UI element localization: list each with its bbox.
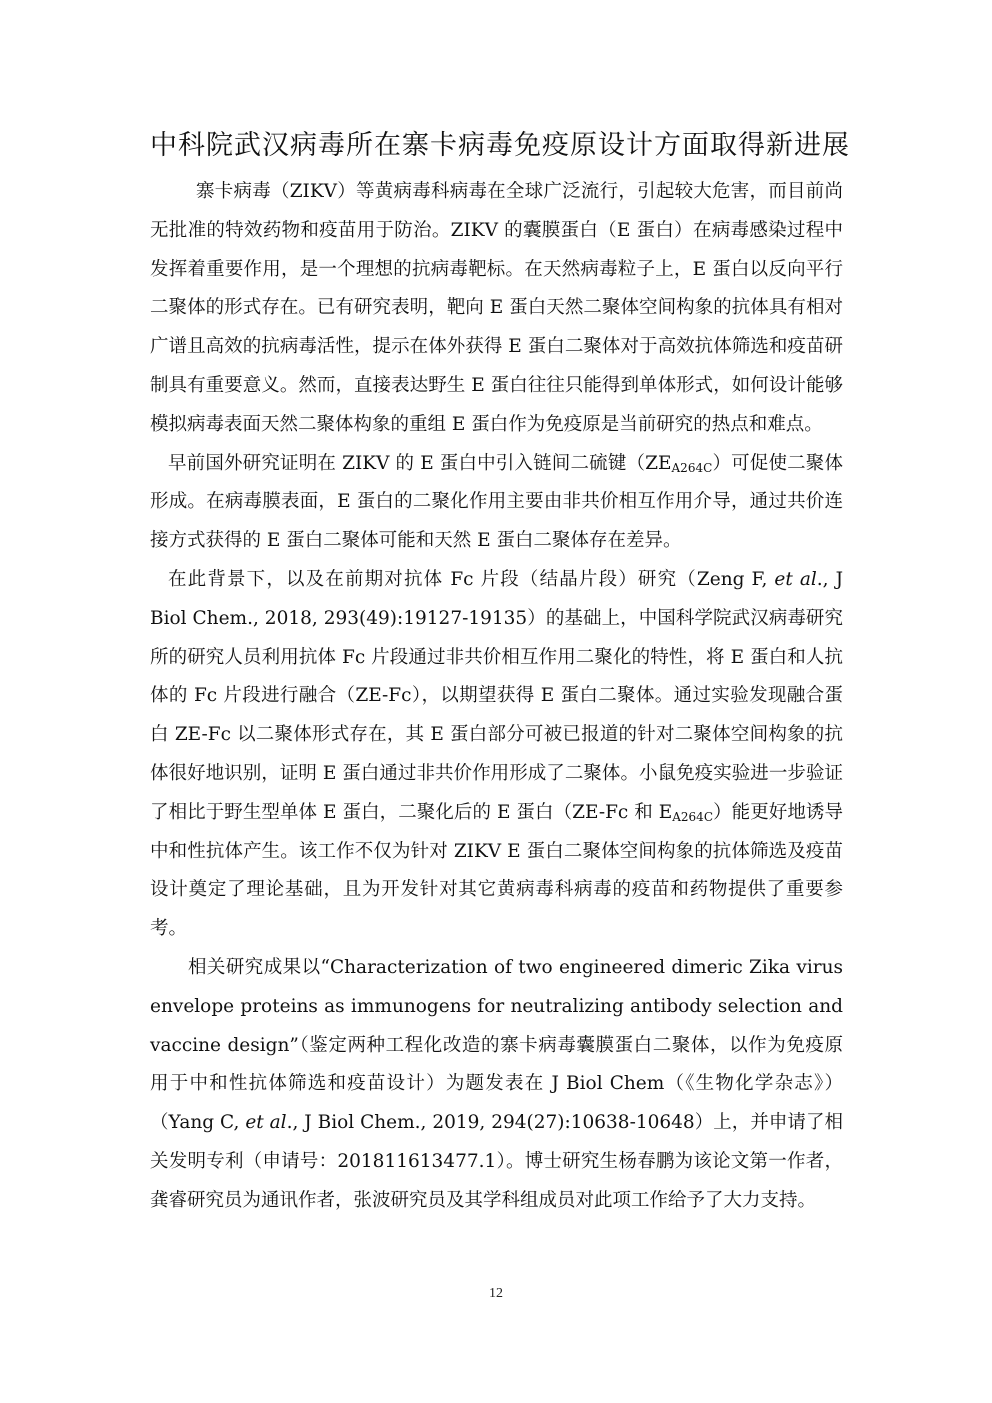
paragraph-3-text-a: 在此背景下，以及在前期对抗体 Fc 片段（结晶片段）研究（Zeng F, [168,568,775,590]
paragraph-1: 寨卡病毒（ZIKV）等黄病毒科病毒在全球广泛流行，引起较大危害，而目前尚无批准的特效药物和疫苗用于防治。ZIKV 的囊膜蛋白（E 蛋白）在病毒感染过程中发挥着重要作用，是一个理想的抗病毒靶标。在天然病毒粒子上，E 蛋白以反向平行二聚体的形式存在。已有研究表明，靶向 E 蛋白天然二聚体空间构象的抗体具有相对广谱且高效的抗病毒活性，提示在体外获得 E 蛋白二聚体对于高效抗体筛选和疫苗研制具有重要意义。然而，直接表达野生 E 蛋白往往只能得到单体形式，如何设计能够模拟病毒表面天然二聚体构象的重组 E 蛋白作为免疫原是当前研究的热点和难点。 [150,181,843,435]
paragraph-3 [150,561,843,949]
et-al-italic: et al [774,568,817,590]
paragraph-4-text-a: 相关研究成果以“Characterization of two engineered dimeric Zika virus envelope proteins as immunogens for neutralizing antibody selection and vaccine design”（鉴定两种工程化改造的寨卡病毒囊膜蛋白二聚体，以作为免疫原用于中和性抗体筛选和疫苗设计）为题发表在 J Biol Chem（《生物化学杂志》）（Yang C, [150,956,843,1134]
article-title: 中科院武汉病毒所在寨卡病毒免疫原设计方面取得新进展 [150,130,850,161]
paragraph-3-text-c: ）能更好地诱导中和性抗体产生。该工作不仅为针对 ZIKV E 蛋白二聚体空间构象的抗体筛选及疫苗设计奠定了理论基础，且为开发针对其它黄病毒科病毒的疫苗和药物提供了重要参考。 [150,801,843,940]
paragraph-2 [150,445,843,561]
paragraph-2-text-b: ）可促使二聚体形成。在病毒膜表面，E 蛋白的二聚化作用主要由非共价相互作用介导，通过共价连接方式获得的 E 蛋白二聚体可能和天然 E 蛋白二聚体存在差异。 [150,452,843,552]
paragraph-2-text-a: 早前国外研究证明在 ZIKV 的 E 蛋白中引入链间二硫键（ZE [168,452,672,474]
paragraph-4 [150,949,843,1221]
article-body [150,173,843,1221]
paragraph-3-text-b: ., J Biol Chem., 2018, 293(49):19127-19135）的基础上，中国科学院武汉病毒研究所的研究人员利用抗体 Fc 片段通过非共价相互作用二聚化的特性，将 E 蛋白和人抗体的 Fc 片段进行融合（ZE-Fc），以期望获得 E 蛋白二聚体。通过实验发现融合蛋白 ZE-Fc 以二聚体形式存在，其 E 蛋白部分可被已报道的针对二聚体空间构象的抗体很好地识别，证明 E 蛋白通过非共价作用形成了二聚体。小鼠免疫实验进一步验证了相比于野生型单体 E 蛋白，二聚化后的 E 蛋白（ZE-Fc 和 E [150,568,843,823]
et-al-italic: et al [245,1112,287,1134]
page-number: 12 [489,1286,503,1301]
mutation-subscript: A264C [671,460,713,475]
mutation-subscript: A264C [672,809,714,824]
paragraph-4-text-b: ., J Biol Chem., 2019, 294(27):10638-10648）上，并申请了相关发明专利（申请号：201811613477.1）。博士研究生杨春鹏为该论文第一作者，龚睿研究员为通讯作者，张波研究员及其学科组成员对此项工作给予了大力支持。 [150,1112,843,1211]
